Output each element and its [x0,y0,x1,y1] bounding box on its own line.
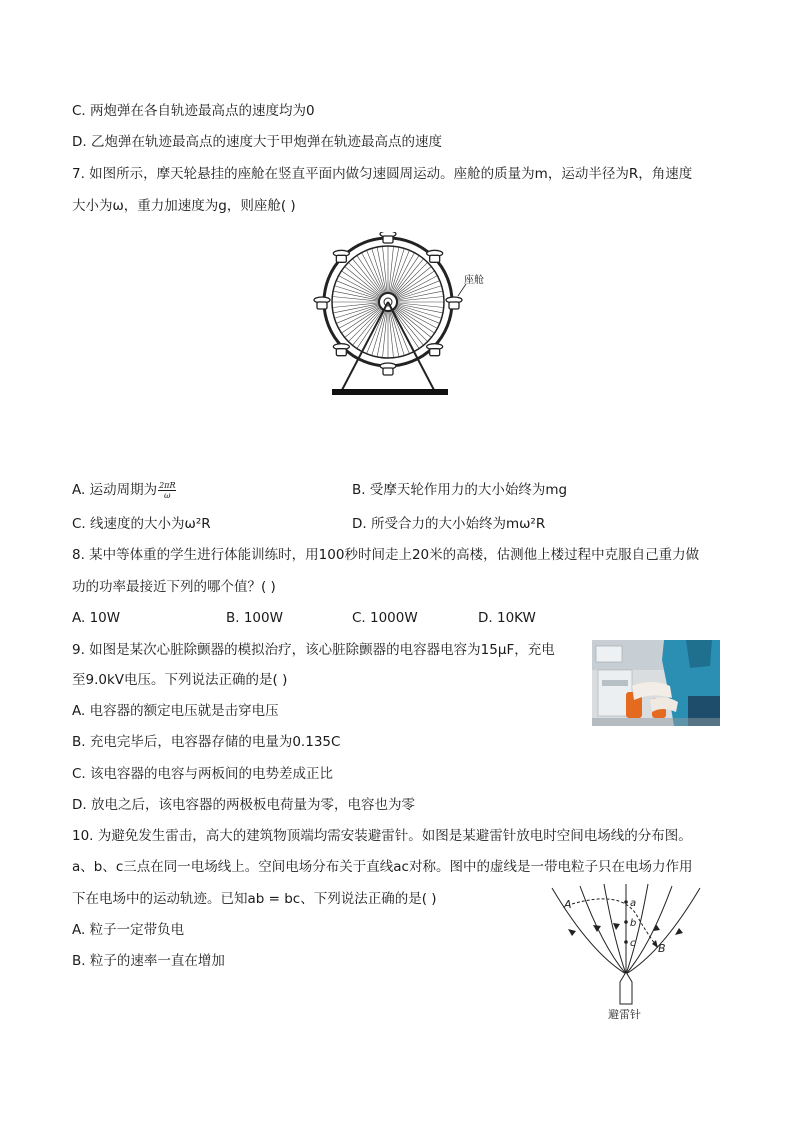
q7-option-a: A. 运动周期为 $\frac{2\pi R}{\omega}$ [72,480,176,500]
point-c-dot [624,940,628,944]
q8-stem-line2: 功的功率最接近下列的哪个值？( ) [72,579,276,595]
q8-option-c: C. 1000W [352,610,418,626]
ferris-wheel-figure [300,232,500,402]
field-line [626,888,700,974]
q9-stem-line1: 9. 如图是某次心脏除颤器的模拟治疗，该心脏除颤器的电容器电容为15μF，充电 [72,642,555,658]
point-b-dot [624,920,628,924]
gondola [380,232,396,243]
label-point-a: a [630,898,637,909]
label-point-b: b [630,918,637,929]
q10-option-b: B. 粒子的速率一直在增加 [72,953,225,969]
label-point-c: c [630,938,636,949]
q6-option-c: C. 两炮弹在各自轨迹最高点的速度均为0 [72,103,315,119]
q10-stem-line1: 10. 为避免发生雷击，高大的建筑物顶端均需安装避雷针。如图是某避雷针放电时空间电场线的分布图。 [72,828,692,844]
q7-option-a-fraction: $\frac{2\pi R}{\omega}$ [159,480,176,500]
q7-stem-line2: 大小为ω，重力加速度为g，则座舱( ) [72,198,296,214]
q10-stem-line2: a、b、c三点在同一电场线上。空间电场分布关于直线ac对称。图中的虚线是一带电粒子只在电场力作用 [72,859,693,875]
q8-option-b: B. 100W [226,610,283,626]
gondola [314,297,330,309]
q9-option-a: A. 电容器的额定电压就是击穿电压 [72,703,279,719]
label-point-A: A [564,898,572,911]
gondola [380,363,396,375]
point-a-dot [624,900,628,904]
lightning-rod-field-figure [540,882,720,1024]
q9-option-d: D. 放电之后，该电容器的两极板电荷量为零，电容也为零 [72,797,415,813]
q9-option-b: B. 充电完毕后，电容器存储的电量为0.135C [72,734,341,750]
gondola-label: 座舱 [464,275,484,286]
q10-option-a: A. 粒子一定带负电 [72,922,185,938]
q8-option-d: D. 10KW [478,610,536,626]
ground-base [332,389,448,395]
gondola [333,344,349,356]
lightning-rod [620,972,632,1004]
q7-stem-line1: 7. 如图所示，摩天轮悬挂的座舱在竖直平面内做匀速圆周运动。座舱的质量为m，运动半径为R，角速度 [72,166,693,182]
q9-stem-line2: 至9.0kV电压。下列说法正确的是( ) [72,672,288,688]
q6-option-d: D. 乙炮弹在轨迹最高点的速度大于甲炮弹在轨迹最高点的速度 [72,134,442,150]
q7-option-c: C. 线速度的大小为ω²R [72,516,211,532]
q7-option-d: D. 所受合力的大小始终为mω²R [352,516,546,532]
gondola [427,344,443,356]
defibrillator-photo [592,640,720,726]
q8-option-a: A. 10W [72,610,121,626]
q9-option-c: C. 该电容器的电容与两板间的电势差成正比 [72,766,334,782]
gondola [333,250,349,262]
q7-option-b: B. 受摩天轮作用力的大小始终为mg [352,482,568,498]
lightning-rod-caption: 避雷针 [608,1008,641,1021]
gondola [446,297,462,309]
gondola [427,250,443,262]
label-point-B: B [658,942,666,955]
q10-stem-line3: 下在电场中的运动轨迹。已知ab = bc、下列说法正确的是( ) [72,891,437,907]
q8-stem-line1: 8. 某中等体重的学生进行体能训练时，用100秒时间走上20米的高楼，估测他上楼过程中克服自己重力做 [72,547,700,563]
